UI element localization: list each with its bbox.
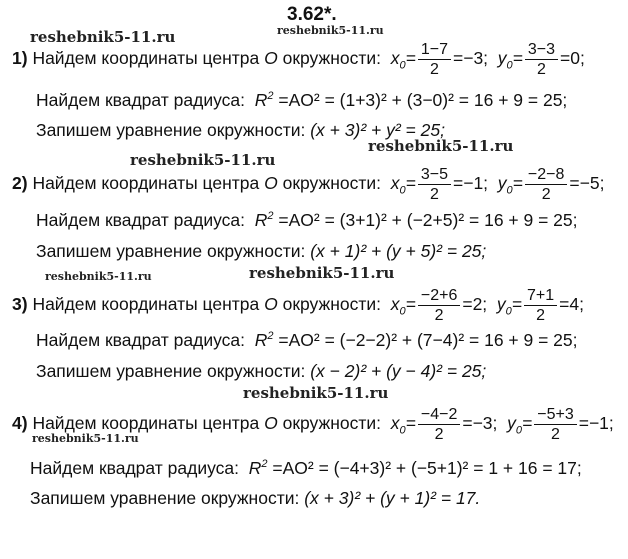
- part-3-equation-line: [36, 361, 486, 382]
- part-4-center-line: [12, 405, 614, 444]
- radius-text: Найдем квадрат радиуса:: [30, 458, 239, 478]
- center-suffix: окружности:: [282, 413, 381, 434]
- part-4-equation-line: [30, 488, 480, 509]
- x-fraction: $\frac{3-5}{2}$: [418, 165, 451, 204]
- x-fraction: $\frac{-2+6}{2}$: [418, 286, 460, 325]
- x-result: =−1;: [453, 173, 489, 194]
- x-coord-label: $x_0=$: [385, 173, 416, 197]
- x-coord-label: $x_0=$: [385, 48, 416, 72]
- r-squared: $R^2$: [249, 90, 274, 110]
- equation-expr: (x + 1)² + (y + 5)² = 25;: [310, 241, 487, 261]
- part-label: 2): [12, 173, 28, 194]
- y-result: =−5;: [569, 173, 605, 194]
- center-suffix: окружности:: [282, 48, 381, 69]
- r-squared: $R^2$: [249, 330, 274, 350]
- part-4-radius-line: [30, 458, 582, 479]
- y-fraction: $\frac{-2-8}{2}$: [525, 165, 567, 204]
- x-fraction: $\frac{1-7}{2}$: [418, 40, 451, 79]
- part-2-radius-line: [36, 210, 578, 231]
- equation-text: Запишем уравнение окружности:: [36, 120, 306, 140]
- watermark: reshebnik5-11.ru: [277, 24, 384, 37]
- radius-expr: =AO² = (−4+3)² + (−5+1)² = 1 + 16 = 17;: [272, 458, 582, 478]
- y-fraction: $\frac{3-3}{2}$: [525, 40, 558, 79]
- center-suffix: окружности:: [282, 173, 381, 194]
- equation-expr: (x − 2)² + (y − 4)² = 25;: [310, 361, 487, 381]
- center-text: Найдем координаты центра: [32, 173, 260, 194]
- watermark: reshebnik5-11.ru: [130, 151, 276, 169]
- part-label: 4): [12, 413, 28, 434]
- x-result: =−3;: [453, 48, 489, 69]
- y-coord-label: $y_0=$: [502, 413, 533, 437]
- part-label: 3): [12, 294, 28, 315]
- r-squared: $R^2$: [249, 210, 274, 230]
- radius-text: Найдем квадрат радиуса:: [36, 210, 245, 230]
- part-3-center-line: [12, 286, 584, 325]
- equation-text: Запишем уравнение окружности:: [36, 241, 306, 261]
- watermark: reshebnik5-11.ru: [249, 264, 395, 282]
- y-coord-label: $y_0=$: [492, 48, 523, 72]
- part-1-equation-line: [36, 120, 445, 141]
- y-fraction: $\frac{7+1}{2}$: [524, 286, 557, 325]
- equation-text: Запишем уравнение окружности:: [36, 361, 306, 381]
- x-fraction: $\frac{-4-2}{2}$: [418, 405, 460, 444]
- watermark: reshebnik5-11.ru: [368, 137, 514, 155]
- center-letter: O: [264, 294, 278, 315]
- part-3-radius-line: [36, 330, 578, 351]
- center-text: Найдем координаты центра: [32, 294, 260, 315]
- y-coord-label: $y_0=$: [492, 294, 523, 318]
- part-1-radius-line: [36, 90, 567, 111]
- x-result: =2;: [462, 294, 488, 315]
- x-coord-label: $x_0=$: [385, 413, 416, 437]
- problem-number: 3.62*.: [287, 4, 337, 25]
- x-result: =−3;: [462, 413, 498, 434]
- radius-expr: =AO² = (−2−2)² + (7−4)² = 16 + 9 = 25;: [278, 330, 578, 350]
- radius-text: Найдем квадрат радиуса:: [36, 330, 245, 350]
- r-squared: $R^2$: [243, 458, 268, 478]
- y-coord-label: $y_0=$: [492, 173, 523, 197]
- part-2-equation-line: [36, 241, 486, 262]
- watermark: reshebnik5-11.ru: [32, 432, 139, 445]
- part-1-center-line: [12, 40, 585, 79]
- center-letter: O: [264, 173, 278, 194]
- part-2-center-line: [12, 165, 604, 204]
- y-result: =−1;: [578, 413, 614, 434]
- equation-expr: (x + 3)² + y² = 25;: [310, 120, 445, 140]
- watermark: reshebnik5-11.ru: [243, 384, 389, 402]
- radius-expr: =AO² = (3+1)² + (−2+5)² = 16 + 9 = 25;: [278, 210, 578, 230]
- radius-text: Найдем квадрат радиуса:: [36, 90, 245, 110]
- center-letter: O: [264, 413, 278, 434]
- watermark: reshebnik5-11.ru: [45, 270, 152, 283]
- y-result: =0;: [560, 48, 585, 69]
- watermark: reshebnik5-11.ru: [30, 28, 176, 46]
- y-fraction: $\frac{-5+3}{2}$: [534, 405, 576, 444]
- y-result: =4;: [559, 294, 584, 315]
- center-text: Найдем координаты центра: [32, 48, 260, 69]
- radius-expr: =AO² = (1+3)² + (3−0)² = 16 + 9 = 25;: [278, 90, 568, 110]
- center-letter: O: [264, 48, 278, 69]
- equation-expr: (x + 3)² + (y + 1)² = 17.: [304, 488, 481, 508]
- part-label: 1): [12, 48, 28, 69]
- center-suffix: окружности:: [282, 294, 381, 315]
- center-text: Найдем координаты центра: [32, 413, 260, 434]
- x-coord-label: $x_0=$: [385, 294, 416, 318]
- equation-text: Запишем уравнение окружности:: [30, 488, 300, 508]
